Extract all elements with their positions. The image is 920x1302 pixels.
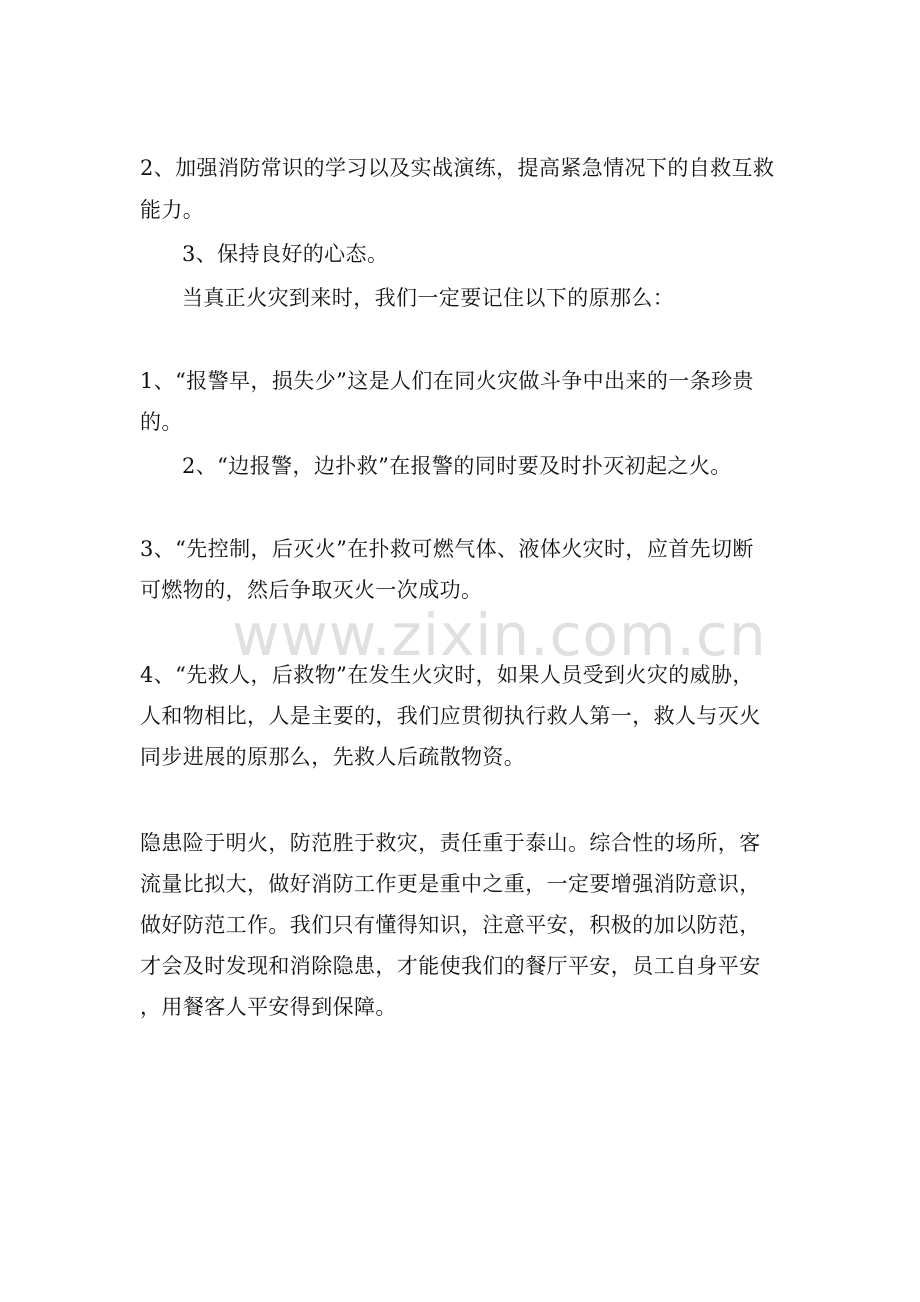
paragraph-7-line-1: 4、“先救人，后救物”在发生火灾时，如果人员受到火灾的威胁， xyxy=(140,663,754,687)
paragraph-8-line-5: ，用餐客人平安得到保障。 xyxy=(140,995,397,1019)
paragraph-8-line-1: 隐患险于明火，防范胜于救灾，责任重于泰山。综合性的场所，客 xyxy=(140,831,761,855)
paragraph-4-line-2: 的。 xyxy=(140,410,183,434)
paragraph-8-line-3: 做好防范工作。我们只有懂得知识，注意平安，积极的加以防范， xyxy=(140,913,761,937)
paragraph-8-line-2: 流量比拟大，做好消防工作更是重中之重，一定要增强消防意识， xyxy=(140,872,761,896)
paragraph-8-line-4: 才会及时发现和消除隐患，才能使我们的餐厅平安，员工自身平安 xyxy=(140,954,761,978)
paragraph-4-line-1: 1、“报警早，损失少”这是人们在同火灾做斗争中出来的一条珍贵 xyxy=(140,369,754,393)
paragraph-7-line-3: 同步进展的原那么，先救人后疏散物资。 xyxy=(140,745,526,769)
watermark: www.zixin.com.cn xyxy=(232,601,767,669)
paragraph-7-line-2: 人和物相比，人是主要的，我们应贯彻执行救人第一，救人与灭火 xyxy=(140,704,761,728)
paragraph-5: 2、“边报警，边扑救”在报警的同时要及时扑灭初起之火。 xyxy=(182,454,732,478)
paragraph-6-line-1: 3、“先控制，后灭火”在扑救可燃气体、液体火灾时，应首先切断 xyxy=(140,537,754,561)
paragraph-2: 3、保持良好的心态。 xyxy=(182,242,389,266)
paragraph-6-line-2: 可燃物的，然后争取灭火一次成功。 xyxy=(140,578,483,602)
paragraph-1-line-2: 能力。 xyxy=(140,198,205,222)
paragraph-1-line-1: 2、加强消防常识的学习以及实战演练，提高紧急情况下的自救互救 xyxy=(140,156,775,180)
paragraph-3: 当真正火灾到来时，我们一定要记住以下的原那么： xyxy=(182,286,675,310)
